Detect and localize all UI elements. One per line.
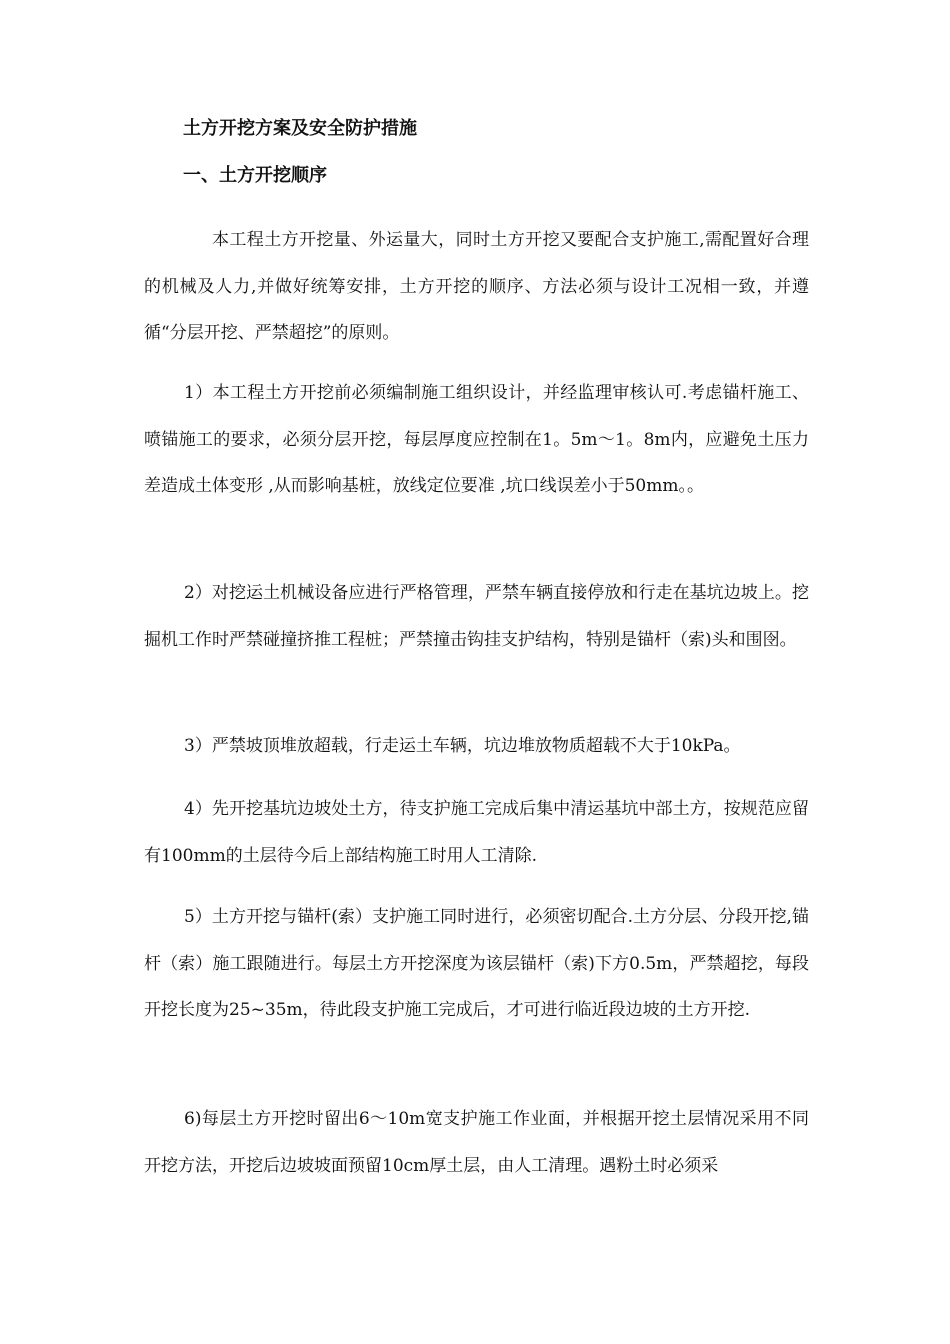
item-paragraph-1: 1）本工程土方开挖前必须编制施工组织设计，并经监理审核认可.考虑锚杆施工、喷锚施工的要求，必须分层开挖，每层厚度应控制在1。5m～1。8m内，应避免土压力差造成土体变形 ,从而影响基桩，放线定位要准 ,坑口线误差小于50mm。。 bbox=[144, 383, 809, 496]
section-heading: 一、土方开挖顺序 bbox=[183, 165, 327, 186]
item-paragraph-4: 4）先开挖基坑边坡处土方，待支护施工完成后集中清运基坑中部土方，按规范应留有100mm的土层待今后上部结构施工时用人工清除. bbox=[144, 799, 809, 866]
item-paragraph-2: 2）对挖运土机械设备应进行严格管理，严禁车辆直接停放和行走在基坑边坡上。挖掘机工作时严禁碰撞挤推工程桩；严禁撞击钩挂支护结构，特别是锚杆（索)头和围囹。 bbox=[144, 583, 809, 650]
document-title: 土方开挖方案及安全防护措施 bbox=[183, 118, 417, 139]
item-paragraph-6: 6)每层土方开挖时留出6～10m宽支护施工作业面，并根据开挖土层情况采用不同开挖方法，开挖后边坡坡面预留10cm厚土层，由人工清理。遇粉土时必须采 bbox=[144, 1109, 809, 1176]
item-paragraph-5: 5）土方开挖与锚杆(索）支护施工同时进行，必须密切配合.土方分层、分段开挖,锚杆（索）施工跟随进行。每层土方开挖深度为该层锚杆（索)下方0.5m，严禁超挖，每段开挖长度为25~35m，待此段支护施工完成后，才可进行临近段边坡的土方开挖. bbox=[144, 907, 809, 1020]
intro-paragraph: 本工程土方开挖量、外运量大，同时土方开挖又要配合支护施工,需配置好合理的机械及人力,并做好统筹安排，土方开挖的顺序、方法必须与设计工况相一致，并遵循“分层开挖、严禁超挖”的原则。 bbox=[144, 230, 809, 343]
item-paragraph-3: 3）严禁坡顶堆放超载，行走运土车辆，坑边堆放物质超载不大于10kPa。 bbox=[184, 736, 741, 756]
